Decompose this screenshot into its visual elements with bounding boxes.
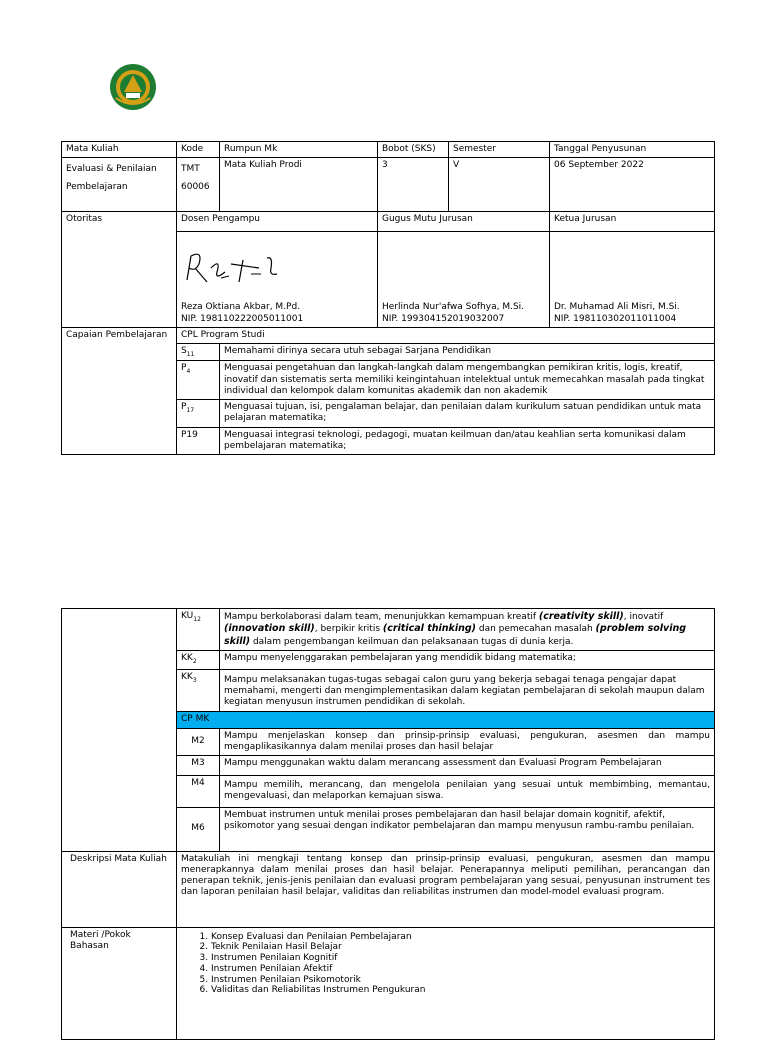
course-name-line1: Evaluasi & Penilaian: [66, 164, 157, 175]
course-code-line2: 60006: [181, 182, 210, 193]
rps-detail-table: [61, 608, 715, 1040]
dosen-cell: [177, 232, 378, 328]
kk-text: Mampu melaksanakan tugas-tugas sebagai calon guru yang bekerja sebagai tenaga pengajar dapat memahami, mengerti dan mengimplementasikan dalam kegiatan pembelajaran di sekolah maupun dalam kegiatan menyusun instrumen pendidikan di sekolah.: [220, 669, 715, 711]
ketua-cell: [550, 232, 715, 328]
header-row: [62, 142, 715, 158]
course-code-line1: TMT: [181, 164, 200, 175]
ku-code: $KU_{12}$: [177, 609, 220, 651]
capaian-header-row: [62, 327, 715, 343]
semester-label: Semester: [449, 142, 550, 158]
materi-label-line1: Materi /Pokok: [70, 929, 131, 940]
course-row: [62, 158, 715, 212]
capaian-continued-cell: [62, 609, 177, 852]
list-item: 6. Validitas dan Reliabilitas Instrumen Pengukuran: [211, 985, 710, 996]
gugus-cell: [378, 232, 550, 328]
cpmk-text: Membuat instrumen untuk menilai proses pembelajaran dan hasil belajar domain kognitif, afektif, psikomotor yang sesuai dengan indikator pembelajaran dan mampu menyusun rambu-rambu penilaian.: [220, 807, 715, 851]
otoritas-label: Otoritas: [62, 212, 177, 328]
list-item: 5. Instrumen Penilaian Psikomotorik: [211, 975, 710, 986]
gugus-name: Herlinda Nur'afwa Sofhya, M.Si.: [382, 302, 525, 313]
cpl-code: P19: [177, 427, 220, 455]
list-item: 2. Teknik Penilaian Hasil Belajar: [211, 942, 710, 953]
course-bobot: 3: [378, 158, 449, 212]
capaian-label: Capaian Pembelajaran: [62, 327, 177, 454]
course-tanggal: 06 September 2022: [550, 158, 715, 212]
cpmk-code: M3: [177, 756, 220, 776]
cpl-text: Menguasai integrasi teknologi, pedagogi, muatan keilmuan dan/atau keahlian serta komunikasi dalam pembelajaran matematika;: [220, 427, 715, 455]
tanggal-label: Tanggal Penyusunan: [550, 142, 715, 158]
cpmk-label: CP MK: [177, 711, 715, 728]
materi-list: [181, 932, 710, 997]
materi-label-line2: Bahasan: [70, 940, 109, 951]
otoritas-header-row: [62, 212, 715, 232]
list-item: 3. Instrumen Penilaian Kognitif: [211, 953, 710, 964]
course-name-line2: Pembelajaran: [66, 182, 128, 193]
course-semester: V: [449, 158, 550, 212]
materi-label: [62, 927, 177, 1039]
deskripsi-text: Matakuliah ini mengkaji tentang konsep dan prinsip-prinsip evaluasi, pengukuran, asesmen dan mampu menerapkannya dalam menilai proses dan hasil belajar. Penerapannya meliputi pemilihan, perancangan dan penerapan teknik, jenis-jenis penilaian dan evaluasi program pembelajaran yang sesuai, penyusunan instrument tes dan laporan penilaian hasil belajar, validitas dan reliabilitas instrumen dan model-model evaluasi program.: [177, 851, 715, 927]
dosen-label: Dosen Pengampu: [177, 212, 378, 232]
cpmk-code: M4: [177, 776, 220, 808]
cpl-text: Menguasai pengetahuan dan langkah-langkah dalam mengembangkan pemikiran kritis, logis, kreatif, inovatif dan sistematis serta memiliki keingintahuan intelektual untuk memecahkan masalah pada tingkat individual dan kelompok dalam komunitas akademik dan non akademik: [220, 361, 715, 400]
cpmk-text: Mampu menjelaskan konsep dan prinsip-prinsip evaluasi, pengukuran, asesmen dan mampu mengaplikasikannya dalam menilai proses dan hasil belajar: [220, 728, 715, 756]
ketua-nip: NIP. 198110302011011004: [554, 313, 677, 324]
kk-code: $KK_2$: [177, 650, 220, 669]
cpl-code: $S_{11}$: [177, 344, 220, 361]
ku-text: Mampu berkolaborasi dalam team, menunjukkan kemampuan kreatif (creativity skill), inovatif (innovation skill), berpikir kritis (critical thinking) dan pemecahan masalah (problem solving skill) dalam pengembangan keilmuan dan pelaksanaan tugas di dunia kerja.: [220, 609, 715, 651]
cpmk-code: M6: [177, 807, 220, 851]
rumpun-label: Rumpun Mk: [220, 142, 378, 158]
university-seal-icon: [108, 62, 158, 112]
mata-kuliah-label: Mata Kuliah: [62, 142, 177, 158]
cpmk-code: M2: [177, 728, 220, 756]
kk-code: $KK_3$: [177, 669, 220, 711]
materi-row: [62, 927, 715, 1039]
cpl-label: CPL Program Studi: [177, 327, 715, 343]
dosen-nip: NIP. 198110222005011001: [181, 313, 304, 324]
deskripsi-label: Deskripsi Mata Kuliah: [62, 851, 177, 927]
list-item: 4. Instrumen Penilaian Afektif: [211, 964, 710, 975]
dosen-name: Reza Oktiana Akbar, M.Pd.: [181, 302, 301, 313]
list-item: 1. Konsep Evaluasi dan Penilaian Pembelajaran: [211, 932, 710, 943]
cpl-text: Memahami dirinya secara utuh sebagai Sarjana Pendidikan: [220, 344, 715, 361]
cpl-code: $P_4$: [177, 361, 220, 400]
ketua-label: Ketua Jurusan: [550, 212, 715, 232]
course-rumpun: Mata Kuliah Prodi: [220, 158, 378, 212]
materi-list-cell: [177, 927, 715, 1039]
gugus-label: Gugus Mutu Jurusan: [378, 212, 550, 232]
course-code: [177, 158, 220, 212]
gugus-nip: NIP. 199304152019032007: [382, 313, 505, 324]
ketua-name: Dr. Muhamad Ali Misri, M.Si.: [554, 302, 680, 313]
ku-row: [62, 609, 715, 651]
cpl-code: $P_{17}$: [177, 400, 220, 428]
cpl-text: Menguasai tujuan, isi, pengalaman belajar, dan penilaian dalam kurikulum satuan pendidikan untuk mata pelajaran matematika;: [220, 400, 715, 428]
deskripsi-row: [62, 851, 715, 927]
signature-icon: [181, 238, 301, 294]
course-name: [62, 158, 177, 212]
cpmk-text: Mampu memilih, merancang, dan mengelola penilaian yang sesuai untuk membimbing, memantau, mengevaluasi, dan melaporkan kemajuan siswa.: [220, 776, 715, 808]
rps-header-table: [61, 141, 715, 455]
bobot-label: Bobot (SKS): [378, 142, 449, 158]
kode-label: Kode: [177, 142, 220, 158]
kk-text: Mampu menyelenggarakan pembelajaran yang mendidik bidang matematika;: [220, 650, 715, 669]
cpmk-text: Mampu menggunakan waktu dalam merancang assessment dan Evaluasi Program Pembelajaran: [220, 756, 715, 776]
